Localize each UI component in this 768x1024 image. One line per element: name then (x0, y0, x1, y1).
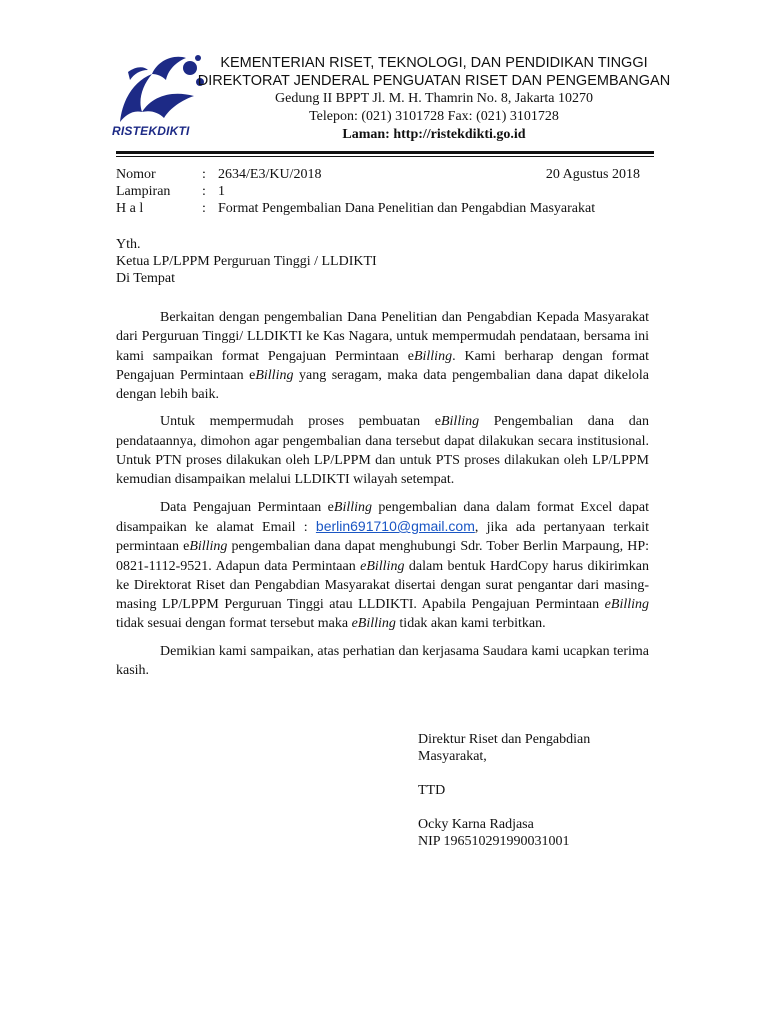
meta-row-hal (116, 200, 656, 217)
letter-date: 20 Agustus 2018 (545, 167, 640, 182)
logo-text: RISTEKDIKTI (112, 124, 190, 138)
p3-text-a: Data Pengajuan Permintaan e (160, 499, 334, 515)
p3-billing-2: Billing (189, 539, 228, 555)
p2-text-c: Pengembalian dana dan pendataannya, dimohon agar pengembalian dana tersebut dapat dilakukan secara institusional. Untuk PTN proses dilakukan oleh LP/LPPM dan untuk PTS proses dilakukan oleh LP/LPPM kemudian disampaikan melalui LLDIKTI wilayah setempat. (116, 414, 650, 488)
ristekdikti-logo-icon (112, 52, 208, 124)
addressee-recipient: Ketua LP/LPPM Perguruan Tinggi / LLDIKTI (116, 254, 377, 269)
p1-billing-2: Billing (255, 367, 294, 383)
p3-ebilling-3: eBilling (351, 616, 396, 632)
addressee (116, 236, 377, 287)
nomor-label: Nomor (116, 167, 156, 182)
header-rule-thick (116, 151, 654, 154)
meta-row-lampiran (116, 183, 656, 200)
p3-text-j: tidak sesuai dengan format tersebut maka (116, 616, 352, 632)
nomor-value: 2634/E3/KU/2018 (218, 167, 322, 182)
p3-text-c: pengembalian dana dalam format Excel dapat disampaikan ke alamat Email : (116, 499, 650, 535)
signer-title-2: Masyarakat, (418, 749, 487, 764)
lampiran-label: Lampiran (116, 184, 171, 199)
addressee-salutation: Yth. (116, 237, 141, 252)
lampiran-value: 1 (218, 184, 225, 199)
paragraph-4: Demikian kami sampaikan, atas perhatian dan kerjasama Saudara kami ucapkan terima kasih. (116, 643, 649, 679)
p3-billing-1: Billing (333, 499, 373, 515)
phone-fax: Telepon: (021) 3101728 Fax: (021) 3101728 (309, 109, 559, 124)
email-link[interactable]: berlin691710@gmail.com (315, 517, 475, 534)
ministry-name: KEMENTERIAN RISET, TEKNOLOGI, DAN PENDIDIKAN TINGGI (220, 55, 648, 71)
signature-block (418, 731, 590, 850)
letter-meta (116, 166, 656, 217)
p3-ebilling-2: eBilling (604, 597, 649, 613)
p2-billing: Billing (440, 414, 480, 430)
p3-text-l: tidak akan kami terbitkan. (395, 616, 546, 632)
nomor-colon: : (202, 167, 206, 182)
meta-row-nomor (116, 166, 656, 183)
signer-name: Ocky Karna Radjasa (418, 817, 534, 832)
p3-text-f: pengembalian dana dapat menghubungi Sdr. Tober Berlin Marpaung, HP: 0821-1112-9521. Adapun data Permintaan (116, 539, 650, 574)
p3-text-h: dalam bentuk HardCopy harus dikirimkan ke Direktorat Riset dan Pengabdian Masyarakat disertai dengan surat pengantar dari masing-masing LP/LPPM Perguruan Tinggi atau LLDIKTI. Apabila Pengajuan Permintaan (116, 558, 649, 613)
ristekdikti-logo (112, 52, 208, 148)
paragraph-3 (116, 498, 649, 634)
addressee-place: Di Tempat (116, 271, 176, 286)
p1-text-a: Berkaitan dengan pengembalian Dana Penelitian dan Pengabdian Kepada Masyarakat dari Perguruan Tinggi/ LLDIKTI ke Kas Nagara, untuk mempermudah pendataan, bersama ini kami sampaikan format Pengajuan Permintaan e (116, 310, 649, 364)
signer-nip: NIP 196510291990031001 (418, 834, 570, 849)
paragraph-1 (116, 308, 649, 404)
hal-value: Format Pengembalian Dana Penelitian dan Pengabdian Masyarakat (218, 201, 596, 216)
p3-text-d: , jika ada pertanyaan terkait permintaan e (116, 519, 649, 555)
header-rule-thin (116, 156, 654, 157)
letterhead (196, 54, 672, 144)
p1-text-c: . Kami berharap dengan format Pengajuan Permintaan e (116, 348, 649, 383)
paragraph-2 (116, 412, 649, 489)
directorate-name: DIREKTORAT JENDERAL PENGUATAN RISET DAN PENGEMBANGAN (197, 73, 671, 89)
signer-title-1: Direktur Riset dan Pengabdian (418, 732, 591, 747)
signature-ttd: TTD (418, 783, 446, 798)
address: Gedung II BPPT Jl. M. H. Thamrin No. 8, Jakarta 10270 (275, 91, 593, 106)
letter-body (116, 308, 649, 688)
p1-text-e: yang seragam, maka data pengembalian dana dapat dikelola dengan lebih baik. (116, 367, 650, 403)
lampiran-colon: : (202, 184, 206, 199)
website: Laman: http://ristekdikti.go.id (342, 127, 526, 142)
p1-billing-1: Billing (413, 348, 453, 364)
p3-ebilling-1: eBilling (360, 558, 405, 574)
p2-text-a: Untuk mempermudah proses pembuatan e (160, 414, 441, 430)
hal-colon: : (202, 201, 206, 216)
hal-label: H a l (116, 201, 144, 216)
